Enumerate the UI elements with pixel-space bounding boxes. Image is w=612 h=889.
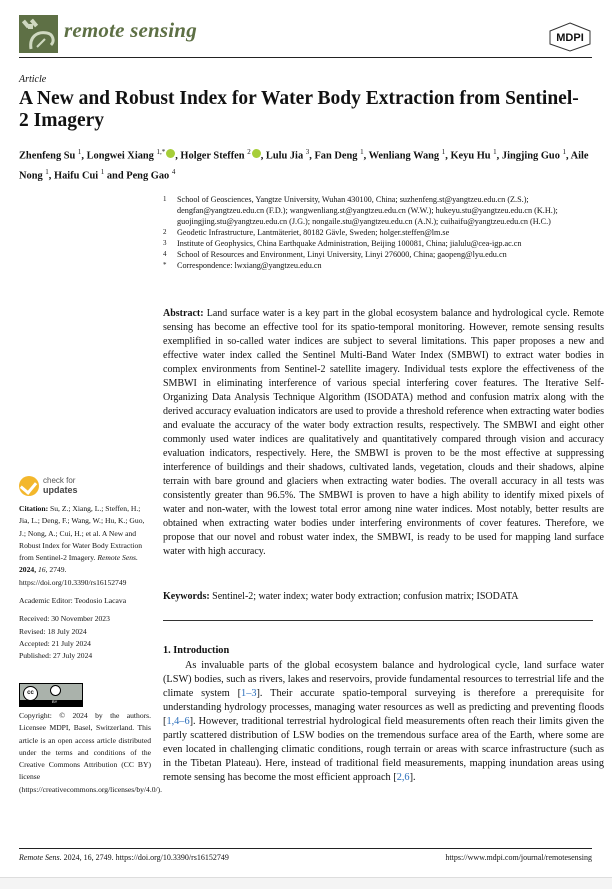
check-updates-line2: updates <box>43 485 78 495</box>
affiliation-mark: 3 <box>163 239 167 247</box>
creative-commons-icon: cc <box>23 686 38 701</box>
author-affiliation-mark: 4 <box>171 168 176 177</box>
author-affiliation-mark: 1 <box>100 168 105 177</box>
author-affiliation-mark: 1 <box>562 148 567 156</box>
footer-citation <box>19 853 229 862</box>
introduction-text: ]. However, traditional terrestrial hydrological field measurements often reach their limits given the partly scattered distribution of LSW bodies on the tremendous surface area of the Earth, where some are even located in challenging climatic conditions, rough terrain or areas with scarce infrastructure (such as in the Tibetan Plateau). Here, instead of traditional field measurements, mapping inundation areas using remote sensing has become the most efficient approach [ <box>163 716 604 783</box>
journal-name: remote sensing <box>64 18 197 42</box>
affiliations <box>163 194 603 271</box>
footer-journal-abbrev: Remote Sens. <box>19 853 62 862</box>
citation-pages: 2749. <box>49 565 67 575</box>
affiliation-mark: 4 <box>163 250 167 258</box>
reference-link[interactable]: 1,4–6 <box>166 716 190 727</box>
affiliation-text: School of Resources and Environment, Linyi University, Linyi 276000, China; gaopeng@lyu.edu.cn <box>177 250 507 259</box>
author-name: Zhenfeng Su <box>19 150 78 162</box>
footer-rule <box>19 848 592 849</box>
author-affiliation-mark: 1 <box>360 148 364 156</box>
introduction-paragraph <box>163 659 604 785</box>
affiliation-item <box>163 249 603 260</box>
accepted-date: Accepted: 21 July 2024 <box>19 638 91 648</box>
reference-link[interactable]: 1–3 <box>241 688 257 699</box>
footer-citation-text[interactable]: 2024, 16, 2749. https://doi.org/10.3390/rs16152749 <box>63 853 229 862</box>
keywords-label: Keywords: <box>163 591 210 602</box>
keywords-text: Sentinel-2; water index; water body extraction; confusion matrix; ISODATA <box>212 591 519 602</box>
author-affiliation-mark: 1 <box>441 148 446 156</box>
author-name: Holger Steffen <box>180 150 248 162</box>
affiliation-text: School of Geosciences, Yangtze University, Wuhan 430100, China; suzhenfeng.st@yangtzeu.edu.cn (Z.S.); dengfan@yangtzeu.edu.cn (F.D.); wangwenliang.st@yangtzeu.edu.cn (W.W.); hukeyu.stu@yangtzeu.edu.cn (K.H.); guojingjing.stu@yangtzeu.edu.cn (J.G.); nongaile.stu@yangtzeu.edu.cn (A.N.); cuihaifu@yangtzeu.edu.cn (H.C.) <box>177 195 558 226</box>
citation-year: 2024, <box>19 565 37 575</box>
orcid-icon[interactable] <box>166 149 175 158</box>
citation-block <box>19 503 151 589</box>
cc-by-license-badge[interactable] <box>19 683 83 707</box>
cc-badge-bar <box>20 700 82 706</box>
citation-doi-link[interactable]: https://doi.org/10.3390/rs16152749 <box>19 577 127 587</box>
reference-link[interactable]: 2,6 <box>396 772 410 783</box>
revised-date: Revised: 18 July 2024 <box>19 626 87 636</box>
header-rule <box>19 57 592 58</box>
citation-text: Su, Z.; Xiang, L.; Steffen, H.; Jia, L.; Deng, F.; Wang, W.; Hu, K.; Guo, J.; Nong, A.; Cui, H.; et al. A New and Robust Index for Water Body Extraction from Sentinel-2 Imagery. <box>19 504 145 563</box>
introduction-text: ]. Their accurate spatio-temporal surveying is therefore a prerequisite for understanding hydrology processes, managing water resources as well as predicting and preventing floods [ <box>163 688 605 727</box>
article-type: Article <box>19 74 47 85</box>
introduction-text: ]. <box>409 772 416 783</box>
published-date: Published: 27 July 2024 <box>19 651 93 661</box>
affiliation-text: Geodetic Infrastructure, Lantmäteriet, 80182 Gävle, Sweden; holger.steffen@lm.se <box>177 228 450 237</box>
abstract <box>163 307 604 559</box>
author-affiliation-mark: 1 <box>77 148 82 156</box>
affiliation-item <box>163 260 603 271</box>
author-affiliation-mark: 1 <box>45 168 49 177</box>
orcid-icon[interactable] <box>252 149 261 158</box>
introduction-text: As invaluable parts of the global ecosystem balance and hydrological cycle, land surface water (LSW) bodies, such as rivers, lakes and reservoirs, provide fundamental resources to terrestrial life and the climate system [ <box>163 660 604 699</box>
citation-journal: Remote Sens. <box>97 553 138 563</box>
paper-title: A New and Robust Index for Water Body Extraction from Sentinel-2 Imagery <box>19 88 579 131</box>
author-name: Haifu Cui <box>53 170 101 182</box>
author-affiliation-mark: 1 <box>493 148 497 156</box>
cc-by-label: BY <box>52 699 58 704</box>
author-name: Lulu Jia <box>265 150 306 162</box>
attribution-person-icon <box>50 685 61 696</box>
author-name: Wenliang Wang <box>368 150 442 162</box>
page-bottom-band <box>0 877 612 889</box>
mdpi-logo <box>548 22 592 52</box>
satellite-icon <box>19 15 58 53</box>
author-name: Fan Deng <box>314 150 361 162</box>
academic-editor: Academic Editor: Teodosio Lacava <box>19 596 127 606</box>
citation-label: Citation: <box>19 504 49 513</box>
affiliation-mark: * <box>163 261 167 269</box>
keywords <box>163 590 604 604</box>
check-updates-line1: check for <box>43 476 76 485</box>
section-heading-introduction: 1. Introduction <box>163 645 230 656</box>
author-name: Peng Gao <box>126 170 172 182</box>
affiliation-mark: 2 <box>163 228 167 236</box>
abstract-text: Land surface water is a key part in the global ecosystem balance and hydrological cycle. Remote sensing has become an effective tool for its spatio-temporal monitoring. However, remote sensing results exemplified in so-called water indices are subject to several limitations. This paper proposes a new and effective water index called the Sentinel Multi-Band Water Index (SMBWI) to extract water bodies in complex environments from Sentinel-2 satellite imagery. Individual tests explore the effectiveness of the SMBWI in eliminating interference of various special interfering cover features. The Iterative Self-Organizing Data Analysis Technique Algorithm (ISODATA) method and confusion matrix along with the derived accuracy evaluation indicators are used to provide a threshold reference when extracting water bodies and evaluate the accuracy of the water body extraction results, respectively. The SMBWI and eight other commonly used water indices are qualitatively and quantitatively compared through vision and accuracy evaluation indicators, respectively. Here, the SMBWI is proven to be the most effective at suppressing interference of buildings and their shadows, cultivated lands, vegetation, clouds and their shadows, alpine terrain with bare ground and glaciers when extracting water bodies. The overall accuracy in all tests was consistently greater than 96.5%. The SMBWI is proven to have a high ability to identify mixed pixels of water and non-water, with the lowest total error among nine water indices. Most notably, better results are obtained when extracting water bodies under interfering environments of cover features. Therefore, we propose that our novel and robust water index, the SMBWI, is ready to be used for mapping land surface water with high accuracy. <box>163 308 604 557</box>
check-for-updates-button[interactable] <box>19 476 109 498</box>
journal-logo <box>19 15 58 53</box>
author-affiliation-mark: 2 <box>247 148 251 156</box>
author-affiliation-mark: 3 <box>305 148 310 156</box>
footer-journal-url[interactable]: https://www.mdpi.com/journal/remotesensing <box>445 853 592 862</box>
author-name: Keyu Hu <box>450 150 494 162</box>
affiliation-text: Institute of Geophysics, China Earthquake Administration, Beijing 100081, China; jialulu@cea-igp.ac.cn <box>177 239 522 248</box>
affiliation-text: Correspondence: lwxiang@yangtzeu.edu.cn <box>177 261 322 270</box>
citation-volume: 16, <box>38 565 48 575</box>
received-date: Received: 30 November 2023 <box>19 614 110 624</box>
mdpi-logo-text: MDPI <box>556 32 584 44</box>
author-name: Aile Nong <box>19 150 589 182</box>
author-affiliation-mark: 1,* <box>156 148 166 156</box>
affiliation-item <box>163 238 603 249</box>
section-divider <box>163 620 593 621</box>
affiliation-mark: 1 <box>163 195 167 203</box>
sidebar-info <box>19 503 151 663</box>
copyright-notice: Copyright: © 2024 by the authors. Licensee MDPI, Basel, Switzerland. This article is an open access article distributed under the terms and conditions of the Creative Commons Attribution (CC BY) license (https://creativecommons.org/licenses/by/4.0/). <box>19 711 163 794</box>
author-list: Zhenfeng Su $^1$, Longwei Xiang $^{1,*}$ , Holger Steffen $^2$ , Lulu Jia $^3$, Fan Deng $^1$, Wenliang Wang $^1$, Keyu Hu $^1$, Jingjing Guo $^1$, Aile Nong $^1$, Haifu Cui $^1$ and Peng Gao $^4$ <box>19 148 589 182</box>
check-icon <box>19 476 39 496</box>
author-name: Longwei Xiang <box>86 150 157 162</box>
abstract-label: Abstract: <box>163 308 204 319</box>
affiliation-item <box>163 194 603 227</box>
affiliation-item <box>163 227 603 238</box>
author-name: Jingjing Guo <box>501 150 563 162</box>
